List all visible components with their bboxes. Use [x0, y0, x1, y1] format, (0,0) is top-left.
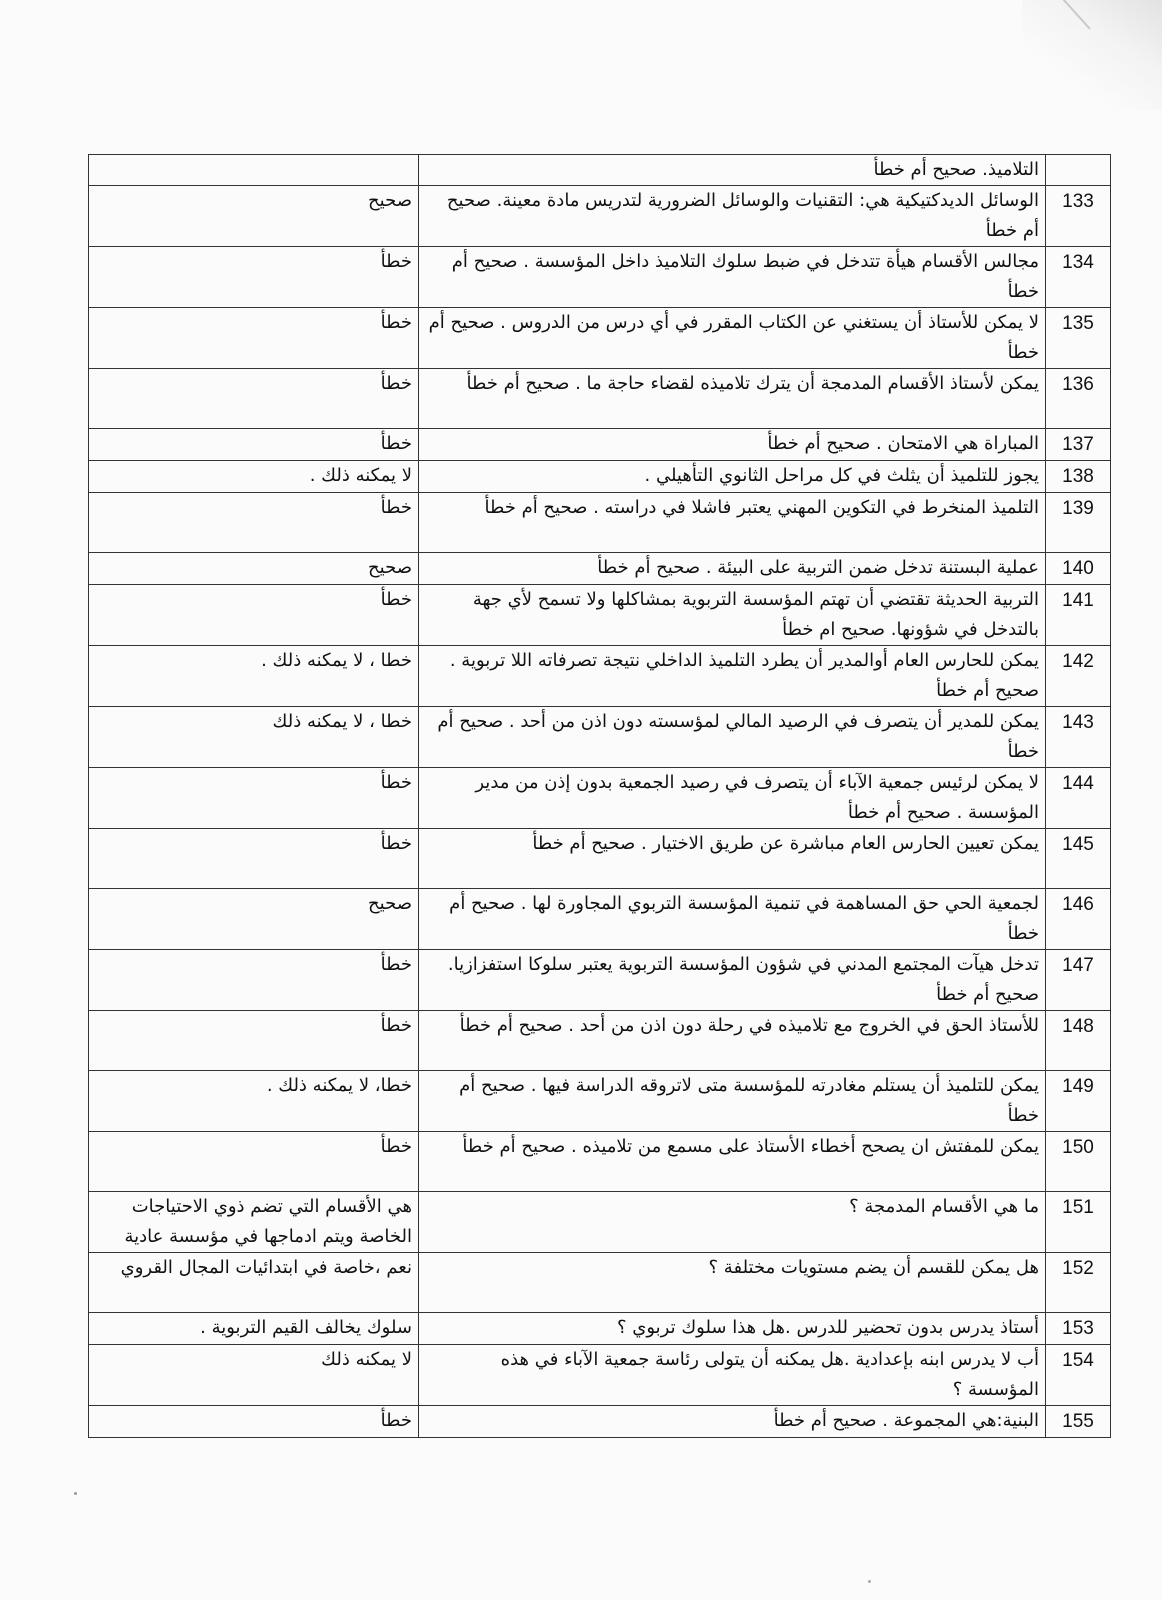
question-text: لا يمكن لرئيس جمعية الآباء أن يتصرف في رصيد الجمعية بدون إذن من مدير المؤسسة . صحيح أم خطأ	[419, 768, 1046, 829]
table-row	[89, 585, 1111, 646]
question-text: البنية:هي المجموعة . صحيح أم خطأ	[419, 1406, 1046, 1438]
answer-text: نعم ،خاصة في ابتدائيات المجال القروي	[89, 1253, 419, 1313]
question-text: التربية الحديثة تقتضي أن تهتم المؤسسة التربوية بمشاكلها ولا تسمح لأي جهة بالتدخل في شؤونها. صحيح ام خطأ	[419, 585, 1046, 646]
question-text: يجوز للتلميذ أن يثلث في كل مراحل الثانوي التأهيلي .	[419, 461, 1046, 493]
question-number: 152	[1046, 1253, 1111, 1313]
question-text: يمكن للتلميذ أن يستلم مغادرته للمؤسسة متى لاتروقه الدراسة فيها . صحيح أم خطأ	[419, 1071, 1046, 1132]
question-text: يمكن تعيين الحارس العام مباشرة عن طريق الاختيار . صحيح أم خطأ	[419, 829, 1046, 889]
question-text: يمكن للمفتش ان يصحح أخطاء الأستاذ على مسمع من تلاميذه . صحيح أم خطأ	[419, 1132, 1046, 1192]
answer-text	[89, 155, 419, 186]
question-number: 155	[1046, 1406, 1111, 1438]
questions-table	[88, 154, 1111, 1438]
table-row	[89, 493, 1111, 553]
table-row	[89, 889, 1111, 950]
question-text: هل يمكن للقسم أن يضم مستويات مختلفة ؟	[419, 1253, 1046, 1313]
table-row	[89, 1406, 1111, 1438]
question-text: يمكن للحارس العام أوالمدير أن يطرد التلميذ الداخلي نتيجة تصرفاته اللا تربوية . صحيح أم خطأ	[419, 646, 1046, 707]
answer-text: صحيح	[89, 186, 419, 247]
table-row	[89, 950, 1111, 1011]
answer-text: خطا، لا يمكنه ذلك .	[89, 1071, 419, 1132]
question-text: التلاميذ. صحيح أم خطأ	[419, 155, 1046, 186]
answer-text: لا يمكنه ذلك .	[89, 461, 419, 493]
answer-text: لا يمكنه ذلك	[89, 1345, 419, 1406]
table-row	[89, 308, 1111, 369]
table-row	[89, 553, 1111, 585]
question-text: الوسائل الديدكتيكية هي: التقنيات والوسائل الضرورية لتدريس مادة معينة. صحيح أم خطأ	[419, 186, 1046, 247]
answer-text: صحيح	[89, 553, 419, 585]
question-text: مجالس الأقسام هيأة تتدخل في ضبط سلوك التلاميذ داخل المؤسسة . صحيح أم خطأ	[419, 247, 1046, 308]
question-number: 133	[1046, 186, 1111, 247]
question-number: 136	[1046, 369, 1111, 429]
table-row	[89, 768, 1111, 829]
answer-text: خطأ	[89, 1011, 419, 1071]
answer-text: خطأ	[89, 493, 419, 553]
question-number: 147	[1046, 950, 1111, 1011]
answer-text: خطأ	[89, 585, 419, 646]
question-text: يمكن لأستاذ الأقسام المدمجة أن يترك تلاميذه لقضاء حاجة ما . صحيح أم خطأ	[419, 369, 1046, 429]
table-row	[89, 1132, 1111, 1192]
question-text: لجمعية الحي حق المساهمة في تنمية المؤسسة التربوي المجاورة لها . صحيح أم خطأ	[419, 889, 1046, 950]
question-text: عملية البستنة تدخل ضمن التربية على البيئة . صحيح أم خطأ	[419, 553, 1046, 585]
answer-text: خطا ، لا يمكنه ذلك	[89, 707, 419, 768]
question-number: 142	[1046, 646, 1111, 707]
scan-speck	[868, 1580, 871, 1583]
answer-text: خطأ	[89, 768, 419, 829]
table-row	[89, 1253, 1111, 1313]
answer-text: خطأ	[89, 829, 419, 889]
scan-speck	[74, 1492, 77, 1495]
question-number: 151	[1046, 1192, 1111, 1253]
question-text: تدخل هيآت المجتمع المدني في شؤون المؤسسة التربوية يعتبر سلوكا استفزازيا. صحيح أم خطأ	[419, 950, 1046, 1011]
question-number: 154	[1046, 1345, 1111, 1406]
table-row	[89, 1313, 1111, 1345]
question-number: 146	[1046, 889, 1111, 950]
question-number: 143	[1046, 707, 1111, 768]
table-row	[89, 155, 1111, 186]
question-number: 134	[1046, 247, 1111, 308]
table-row	[89, 369, 1111, 429]
table-row	[89, 429, 1111, 461]
table-row	[89, 1192, 1111, 1253]
question-text: المباراة هي الامتحان . صحيح أم خطأ	[419, 429, 1046, 461]
question-text: ما هي الأقسام المدمجة ؟	[419, 1192, 1046, 1253]
table-row	[89, 186, 1111, 247]
question-number	[1046, 155, 1111, 186]
question-number: 138	[1046, 461, 1111, 493]
answer-text: هي الأقسام التي تضم ذوي الاحتياجات الخاصة ويتم ادماجها في مؤسسة عادية	[89, 1192, 419, 1253]
question-number: 153	[1046, 1313, 1111, 1345]
table-row	[89, 1071, 1111, 1132]
answer-text: خطأ	[89, 369, 419, 429]
question-number: 148	[1046, 1011, 1111, 1071]
question-text: للأستاذ الحق في الخروج مع تلاميذه في رحلة دون اذن من أحد . صحيح أم خطأ	[419, 1011, 1046, 1071]
question-text: أستاذ يدرس بدون تحضير للدرس .هل هذا سلوك تربوي ؟	[419, 1313, 1046, 1345]
question-text: التلميذ المنخرط في التكوين المهني يعتبر فاشلا في دراسته . صحيح أم خطأ	[419, 493, 1046, 553]
answer-text: صحيح	[89, 889, 419, 950]
table-row	[89, 461, 1111, 493]
table-row	[89, 829, 1111, 889]
question-number: 150	[1046, 1132, 1111, 1192]
question-number: 137	[1046, 429, 1111, 461]
question-number: 144	[1046, 768, 1111, 829]
question-number: 139	[1046, 493, 1111, 553]
question-text: أب لا يدرس ابنه بإعدادية .هل يمكنه أن يتولى رئاسة جمعية الآباء في هذه المؤسسة ؟	[419, 1345, 1046, 1406]
answer-text: خطأ	[89, 1132, 419, 1192]
answer-text: خطأ	[89, 429, 419, 461]
table-row	[89, 1011, 1111, 1071]
page-corner-shadow	[1022, 0, 1162, 110]
question-number: 140	[1046, 553, 1111, 585]
question-text: لا يمكن للأستاذ أن يستغني عن الكتاب المقرر في أي درس من الدروس . صحيح أم خطأ	[419, 308, 1046, 369]
answer-text: خطأ	[89, 247, 419, 308]
question-text: يمكن للمدير أن يتصرف في الرصيد المالي لمؤسسته دون اذن من أحد . صحيح أم خطأ	[419, 707, 1046, 768]
answer-text: سلوك يخالف القيم التربوية .	[89, 1313, 419, 1345]
table-row	[89, 707, 1111, 768]
answer-text: خطأ	[89, 950, 419, 1011]
answer-text: خطا ، لا يمكنه ذلك .	[89, 646, 419, 707]
answer-text: خطأ	[89, 1406, 419, 1438]
answer-text: خطأ	[89, 308, 419, 369]
table-row	[89, 646, 1111, 707]
question-number: 145	[1046, 829, 1111, 889]
question-number: 149	[1046, 1071, 1111, 1132]
table-row	[89, 247, 1111, 308]
question-number: 135	[1046, 308, 1111, 369]
question-number: 141	[1046, 585, 1111, 646]
questions-table-body	[89, 155, 1111, 1438]
table-row	[89, 1345, 1111, 1406]
